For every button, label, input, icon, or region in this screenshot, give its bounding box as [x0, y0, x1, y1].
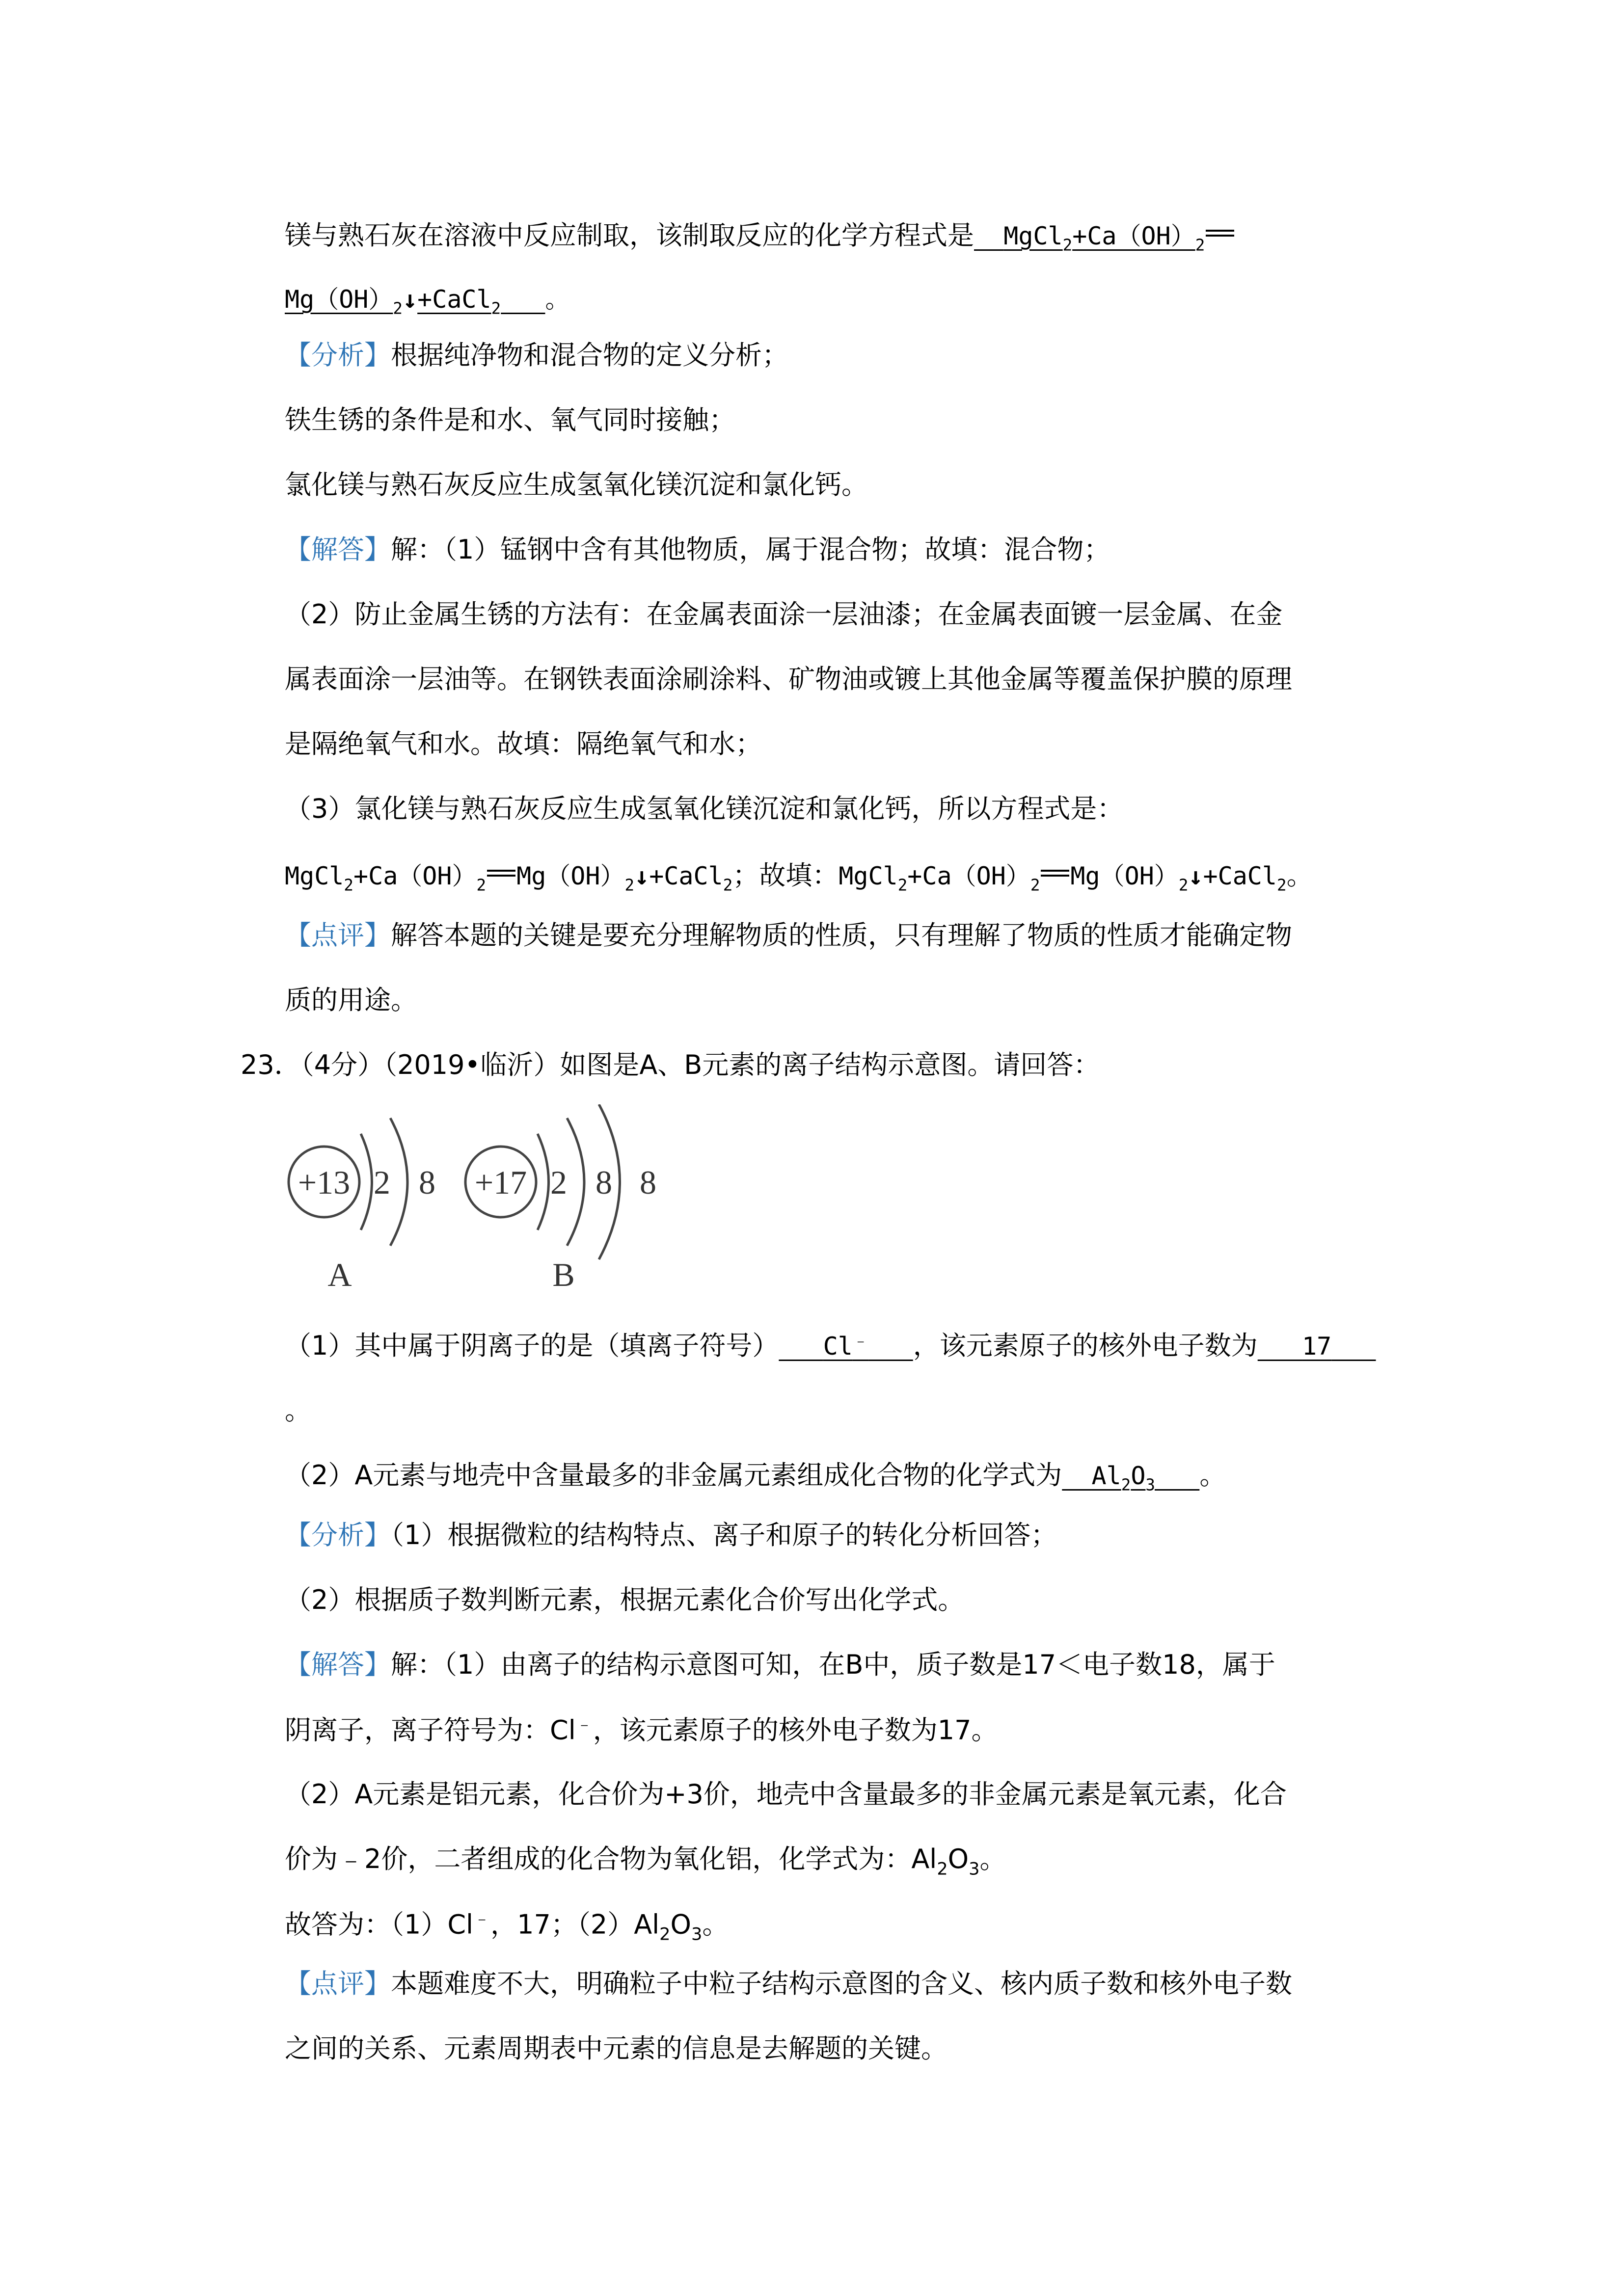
text-line: 铁生锈的条件是和水、氧气同时接触；	[285, 404, 735, 435]
text-line: （2）防止金属生锈的方法有：在金属表面涂一层油漆；在金属表面镀一层金属、在金	[285, 599, 1283, 630]
shell-b-3-count: 8	[640, 1164, 656, 1201]
comment-line: 【点评】解答本题的关键是要充分理解物质的性质，只有理解了物质的性质才能确定物	[285, 920, 1292, 951]
solution-line: 【解答】解：（1）由离子的结构示意图可知，在B中，质子数是17＜电子数18，属于	[285, 1649, 1275, 1680]
text-line: 价为﹣2价，二者组成的化合物为氧化铝，化学式为：$Al_2O_3$。	[285, 1843, 1006, 1879]
text-line: 。	[285, 1395, 311, 1426]
equals-sign	[1041, 870, 1069, 877]
text-line: 属表面涂一层油等。在钢铁表面涂刷涂料、矿物油或镀上其他金属等覆盖保护膜的原理	[285, 664, 1292, 694]
shell-b-2	[567, 1118, 584, 1246]
equation-line: $MgCl_2+Ca(OH)_2$ $Mg(OH)_2↓+CaCl_2$；故填：$MgCl_2+Ca(OH)_2$ $Mg(OH)_2↓+CaCl_2$。	[285, 860, 1313, 895]
nucleus-a-charge: +13	[298, 1164, 351, 1201]
shell-a-2	[390, 1118, 407, 1246]
analysis-tag: 【分析】	[285, 340, 391, 371]
ion-structure-diagram	[285, 1104, 707, 1301]
analysis-line: 【分析】（1）根据微粒的结构特点、离子和原子的转化分析回答；	[285, 1520, 1057, 1550]
text-line: （3）氯化镁与熟石灰反应生成氢氧化镁沉淀和氯化钙，所以方程式是：	[285, 793, 1124, 824]
equals-sign	[487, 870, 515, 877]
comment-line: 【点评】本题难度不大，明确粒子中粒子结构示意图的含义、核内质子数和核外电子数	[285, 1968, 1292, 1999]
shell-b-2-count: 8	[595, 1164, 612, 1201]
text-line: （2）根据质子数判断元素，根据元素化合价写出化学式。	[285, 1584, 965, 1615]
shell-b-1-count: 2	[550, 1164, 567, 1201]
text-line: 质的用途。	[285, 985, 417, 1015]
solution-tag: 【解答】	[285, 534, 391, 565]
down-arrow-icon: ↓	[403, 285, 418, 314]
text-line: 之间的关系、元素周期表中元素的信息是去解题的关键。	[285, 2033, 947, 2064]
label-a: A	[327, 1256, 352, 1293]
shell-a-2-count: 8	[419, 1164, 435, 1201]
equals-sign	[1206, 230, 1234, 237]
shell-b-1	[538, 1134, 549, 1230]
answer-blank: $MgCl_2+Ca(OH)_2$	[1003, 222, 1205, 255]
down-arrow-icon: ↓	[1188, 862, 1203, 890]
analysis-line: 【分析】根据纯净物和混合物的定义分析；	[285, 340, 788, 371]
question-part-2: （2）A元素与地壳中含量最多的非金属元素组成化合物的化学式为 $Al_2O_3$ 。	[285, 1460, 1226, 1495]
solution-tag: 【解答】	[285, 1649, 391, 1680]
answer-blank-ion: Cl﹣	[823, 1331, 869, 1361]
nucleus-b-charge: +17	[474, 1164, 527, 1201]
question-part-1: （1）其中属于阴离子的是（填离子符号） Cl﹣ ，该元素原子的核外电子数为 17	[285, 1330, 1376, 1362]
text-line: （2）A元素是铝元素，化合价为+3价，地壳中含量最多的非金属元素是氧元素，化合	[285, 1779, 1287, 1810]
text-line: $Mg(OH)_2↓+CaCl_2$ 。	[285, 285, 570, 318]
label-b: B	[552, 1256, 575, 1293]
answer-blank-electrons: 17	[1302, 1332, 1332, 1361]
comment-tag: 【点评】	[285, 920, 391, 951]
question-title: 23．（4分）（2019•临沂）如图是A、B元素的离子结构示意图。请回答：	[241, 1049, 1100, 1080]
text-line: 阴离子，离子符号为：Cl﹣，该元素原子的核外电子数为17。	[285, 1714, 998, 1746]
answer-summary: 故答为：（1）Cl﹣，17；$(2)Al_2O_3$。	[285, 1908, 729, 1945]
text-line: 氯化镁与熟石灰反应生成氢氧化镁沉淀和氯化钙。	[285, 469, 868, 500]
solution-line: 【解答】解：（1）锰钢中含有其他物质，属于混合物；故填：混合物；	[285, 534, 1110, 565]
answer-blank-formula: $Al_2O_3$	[1091, 1462, 1155, 1495]
comment-tag: 【点评】	[285, 1968, 391, 1999]
text-line: 是隔绝氧气和水。故填：隔绝氧气和水；	[285, 728, 762, 759]
shell-a-1	[361, 1134, 372, 1230]
answer-blank: $Mg(OH)_2↓+CaCl_2$	[285, 285, 501, 318]
shell-a-1-count: 2	[374, 1164, 390, 1201]
text-line: 镁与熟石灰在溶液中反应制取，该制取反应的化学方程式是 $MgCl_2+Ca(OH)_2$	[285, 220, 1235, 255]
down-arrow-icon: ↓	[634, 862, 650, 890]
analysis-tag: 【分析】	[285, 1520, 391, 1550]
